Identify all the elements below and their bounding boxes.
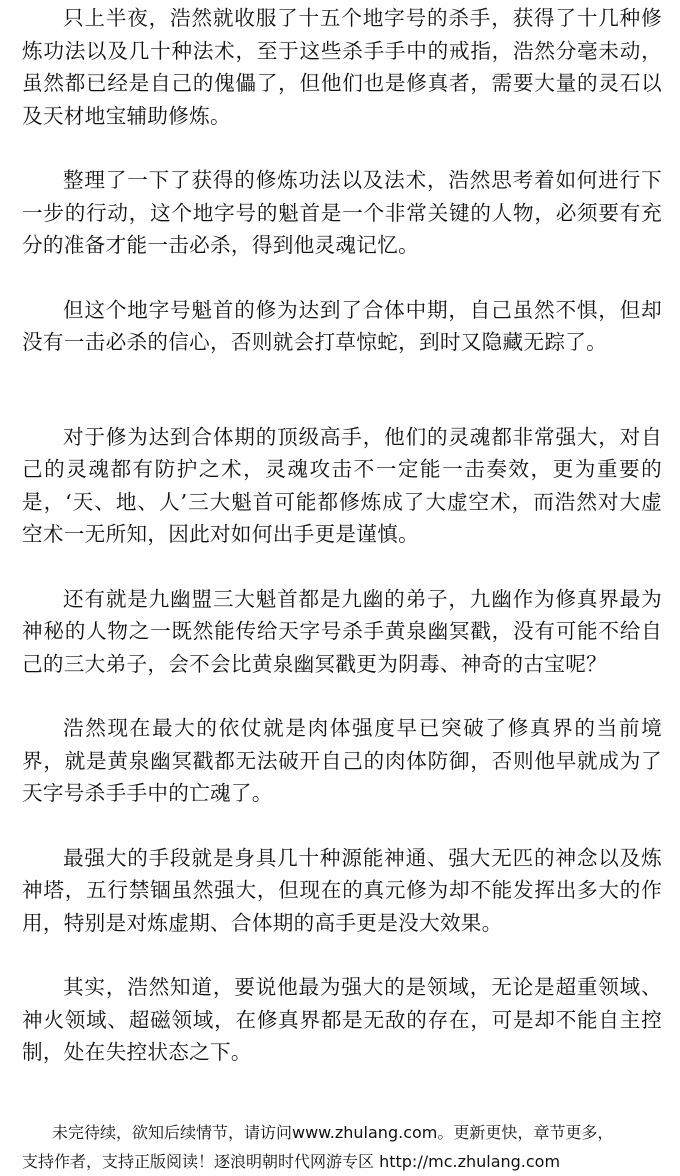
footer-line-support: 支持作者，支持正版阅读！逐浪明朝时代网游专区 http://mc.zhulang.com xyxy=(22,1152,561,1171)
footer-line-continue: 未完待续，欲知后续情节，请访问www.zhulang.com。更新更快，章节更多， xyxy=(52,1123,614,1142)
paragraph-7: 最强大的手段就是身具几十种源能神通、强大无匹的神念以及炼神塔，五行禁锢虽然强大，但现在的真元修为却不能发挥出多大的作用，特别是对炼虚期、合体期的高手更是没大效果。 xyxy=(22,845,662,935)
paragraph-5: 还有就是九幽盟三大魁首都是九幽的弟子，九幽作为修真界最为神秘的人物之一既然能传给天字号杀手黄泉幽冥戳，没有可能不给自己的三大弟子，会不会比黄泉幽冥戳更为阴毒、神奇的古宝呢？ xyxy=(22,586,662,676)
paragraph-1: 只上半夜，浩然就收服了十五个地字号的杀手，获得了十几种修炼功法以及几十种法术，至于这些杀手手中的戒指，浩然分毫未动，虽然都已经是自己的傀儡了，但他们也是修真者，需要大量的灵石以及天材地宝辅助修炼。 xyxy=(22,6,662,128)
paragraph-3: 但这个地字号魁首的修为达到了合体中期，自己虽然不惧，但却没有一击必杀的信心，否则就会打草惊蛇，到时又隐藏无踪了。 xyxy=(22,297,662,354)
paragraph-8: 其实，浩然知道，要说他最为强大的是领域，无论是超重领域、神火领域、超磁领域，在修真界都是无敌的存在，可是却不能自主控制，处在失控状态之下。 xyxy=(22,975,662,1064)
paragraph-2: 整理了一下了获得的修炼功法以及法术，浩然思考着如何进行下一步的行动，这个地字号的魁首是一个非常关键的人物，必须要有充分的准备才能一击必杀，得到他灵魂记忆。 xyxy=(22,168,662,257)
footer-notice xyxy=(22,1118,662,1176)
paragraph-4: 对于修为达到合体期的顶级高手，他们的灵魂都非常强大，对自己的灵魂都有防护之术，灵魂攻击不一定能一击奏效，更为重要的是，‘天、地、人’三大魁首可能都修炼成了大虚空术，而浩然对大虚空术一无所知，因此对如何出手更是谨慎。 xyxy=(22,424,662,546)
paragraph-6: 浩然现在最大的依仗就是肉体强度早已突破了修真界的当前境界，就是黄泉幽冥戳都无法破开自己的肉体防御，否则他早就成为了天字号杀手手中的亡魂了。 xyxy=(22,716,662,805)
